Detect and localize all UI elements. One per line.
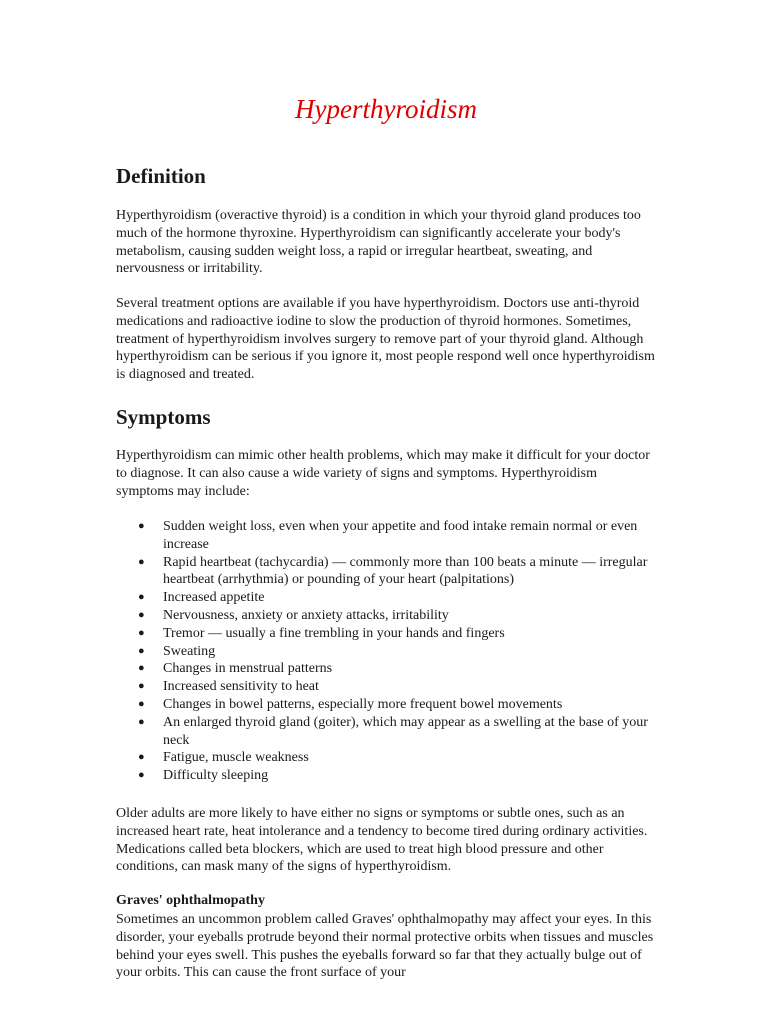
- symptoms-intro: Hyperthyroidism can mimic other health problems, which may make it difficult for your doctor to diagnose. It can also cause a wide variety of signs and symptoms. Hyperthyroidism symptoms may include:: [116, 448, 650, 499]
- older-adults-paragraph: Older adults are more likely to have either no signs or symptoms or subtle ones, such as an increased heart rate, heat intolerance and a tendency to become tired during ordinary activities. Medications called beta blockers, which are used to treat high blood pressure and other conditions, can mask many of the signs of hyperthyroidism.: [116, 806, 648, 875]
- bullet-icon: ●: [138, 751, 145, 764]
- bullet-icon: ●: [138, 769, 145, 782]
- bullet-icon: ●: [138, 715, 145, 728]
- list-item: ● Sudden weight loss, even when your appetite and food intake remain normal or even increase: [138, 519, 638, 552]
- bullet-icon: ●: [138, 520, 145, 532]
- symptoms-heading: Symptoms: [116, 405, 211, 429]
- page-title: Hyperthyroidism: [295, 94, 477, 124]
- list-item: ● Fatigue, muscle weakness: [138, 750, 309, 766]
- bullet-icon: ●: [138, 591, 145, 604]
- bullet-icon: ●: [138, 662, 145, 675]
- list-item: ● Increased appetite: [138, 590, 265, 606]
- definition-paragraph-1: Hyperthyroidism (overactive thyroid) is a condition in which your thyroid gland produces too much of the hormone thyroxine. Hyperthyroidism can significantly accelerate your body's metabolism, causing sudden weight loss, a rapid or irregular heartbeat, sweating, and nervousness or irritability.: [116, 208, 641, 277]
- definition-paragraph-2: Several treatment options are available if you have hyperthyroidism. Doctors use anti-thyroid medications and radioactive iodine to slow the production of thyroid hormones. Sometimes, treatment of hyperthyroidism involves surgery to remove part of your thyroid gland. Although hyperthyroidism can be serious if you ignore it, most people respond well once hyperthyroidism is diagnosed and treated.: [116, 296, 655, 383]
- list-item: ● Changes in bowel patterns, especially more frequent bowel movements: [138, 696, 563, 712]
- list-item: ● Changes in menstrual patterns: [138, 661, 333, 677]
- list-item: ● Nervousness, anxiety or anxiety attacks, irritability: [138, 607, 449, 623]
- definition-heading: Definition: [116, 164, 206, 188]
- list-item: ● Increased sensitivity to heat: [138, 679, 319, 695]
- bullet-icon: ●: [138, 644, 145, 657]
- list-item: ● Sweating: [138, 643, 216, 659]
- bullet-icon: ●: [138, 680, 145, 693]
- graves-paragraph: Sometimes an uncommon problem called Graves' ophthalmopathy may affect your eyes. In this disorder, your eyeballs protrude beyond their normal protective orbits when tissues and muscles behind your eyes swell. This pushes the eyeballs forward so far that they actually bulge out of your orbits. This can cause the front surface of your: [116, 912, 654, 981]
- bullet-icon: ●: [138, 697, 145, 710]
- list-item: ● An enlarged thyroid gland (goiter), which may appear as a swelling at the base of your neck: [138, 714, 648, 748]
- bullet-icon: ●: [138, 626, 145, 639]
- graves-heading: Graves' ophthalmopathy: [116, 893, 265, 908]
- list-item: ● Difficulty sleeping: [138, 768, 269, 784]
- symptoms-list: [116, 518, 656, 785]
- list-item: ● Tremor — usually a fine trembling in your hands and fingers: [138, 625, 505, 641]
- bullet-icon: ●: [138, 555, 145, 568]
- list-item: ● Rapid heartbeat (tachycardia) — commonly more than 100 beats a minute — irregular heartbeat (arrhythmia) or pounding of your heart (palpitations): [138, 554, 648, 588]
- bullet-icon: ●: [138, 608, 145, 621]
